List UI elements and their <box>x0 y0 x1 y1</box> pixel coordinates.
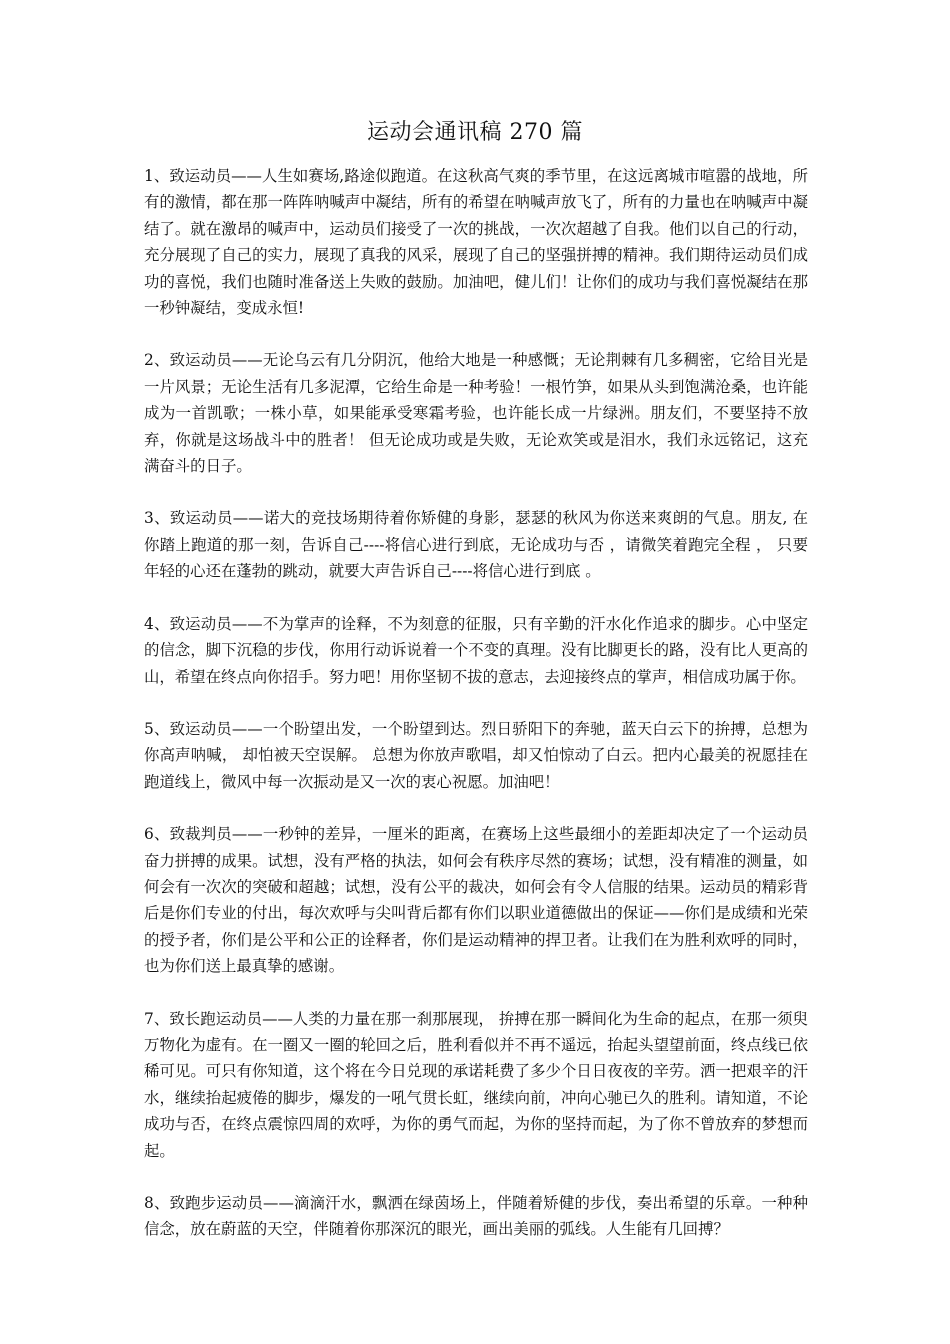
paragraph-8: 8、致跑步运动员——滴滴汗水，飘洒在绿茵场上，伴随着矫健的步伐，奏出希望的乐章。一种种信念，放在蔚蓝的天空，伴随着你那深沉的眼光，画出美丽的弧线。人生能有几回搏？ <box>144 1194 808 1239</box>
paragraph-1: 1、致运动员——人生如赛场,路途似跑道。在这秋高气爽的季节里，在这远离城市喧嚣的战地，所有的激情，都在那一阵阵呐喊声中凝结，所有的希望在呐喊声放飞了，所有的力量也在呐喊声中凝结了。就在激昂的喊声中，运动员们接受了一次的挑战，一次次超越了自我。他们以自己的行动，充分展现了自己的实力，展现了真我的风采，展现了自己的坚强拼搏的精神。我们期待运动员们成功的喜悦，我们也随时准备送上失败的鼓励。加油吧，健儿们！让你们的成功与我们喜悦凝结在那一秒钟凝结，变成永恒! <box>144 167 808 318</box>
paragraph-3: 3、致运动员——诺大的竞技场期待着你矫健的身影，瑟瑟的秋风为你送来爽朗的气息。朋友, 在你踏上跑道的那一刻，告诉自己----将信心进行到底，无论成功与否 ，请微笑着跑完全程 ， 只要年轻的心还在蓬勃的跳动，就要大声告诉自己----将信心进行到底 。 <box>144 509 808 581</box>
document-title: 运动会通讯稿 270 篇 <box>367 120 583 145</box>
paragraph-4: 4、致运动员——不为掌声的诠释，不为刻意的征服，只有辛勤的汗水化作追求的脚步。心中坚定的信念，脚下沉稳的步伐，你用行动诉说着一个不变的真理。没有比脚更长的路，没有比人更高的山，希望在终点向你招手。努力吧！用你坚韧不拔的意志，去迎接终点的掌声，相信成功属于你。 <box>144 614 808 686</box>
paragraph-7: 7、致长跑运动员——人类的力量在那一刹那展现， 拚搏在那一瞬间化为生命的起点，在那一须臾万物化为虚有。在一圈又一圈的轮回之后，胜利看似并不再不遥远，抬起头望望前面，终点线已依稀可见。可只有你知道，这个将在今日兑现的承诺耗费了多少个日日夜夜的辛劳。洒一把艰辛的汗水，继续抬起疲倦的脚步，爆发的一吼气贯长虹，继续向前，冲向心驰已久的胜利。请知道，不论成功与否，在终点震惊四周的欢呼，为你的勇气而起，为你的坚持而起，为了你不曾放弃的梦想而起。 <box>144 1009 808 1160</box>
document-body <box>144 163 808 1269</box>
paragraph-2: 2、致运动员——无论乌云有几分阴沉，他给大地是一种感慨；无论荆棘有几多稠密，它给目光是一片风景；无论生活有几多泥潭，它给生命是一种考验！一根竹笋，如果从头到饱满沧桑，也许能成为一首凯歌；一株小草，如果能承受寒霜考验，也许能长成一片绿洲。朋友们，不要坚持不放弃，你就是这场战斗中的胜者！ 但无论成功或是失败，无论欢笑或是泪水，我们永远铭记，这充满奋斗的日子。 <box>144 351 808 476</box>
paragraph-6: 6、致裁判员——一秒钟的差异，一厘米的距离，在赛场上这些最细小的差距却决定了一个运动员奋力拼搏的成果。试想，没有严格的执法，如何会有秩序尽然的赛场；试想，没有精准的测量，如何会有一次次的突破和超越；试想，没有公平的裁决，如何会有令人信服的结果。运动员的精彩背后是你们专业的付出，每次欢呼与尖叫背后都有你们以职业道德做出的保证——你们是成绩和光荣的授予者，你们是公平和公正的诠释者，你们是运动精神的捍卫者。让我们在为胜利欢呼的同时，也为你们送上最真挚的感谢。 <box>144 825 808 976</box>
paragraph-5: 5、致运动员——一个盼望出发，一个盼望到达。烈日骄阳下的奔驰，蓝天白云下的拚搏，总想为你高声呐喊， 却怕被天空误解。 总想为你放声歌唱，却又怕惊动了白云。把内心最美的祝愿挂在跑道线上，微风中每一次振动是又一次的衷心祝愿。加油吧！ <box>144 719 808 791</box>
